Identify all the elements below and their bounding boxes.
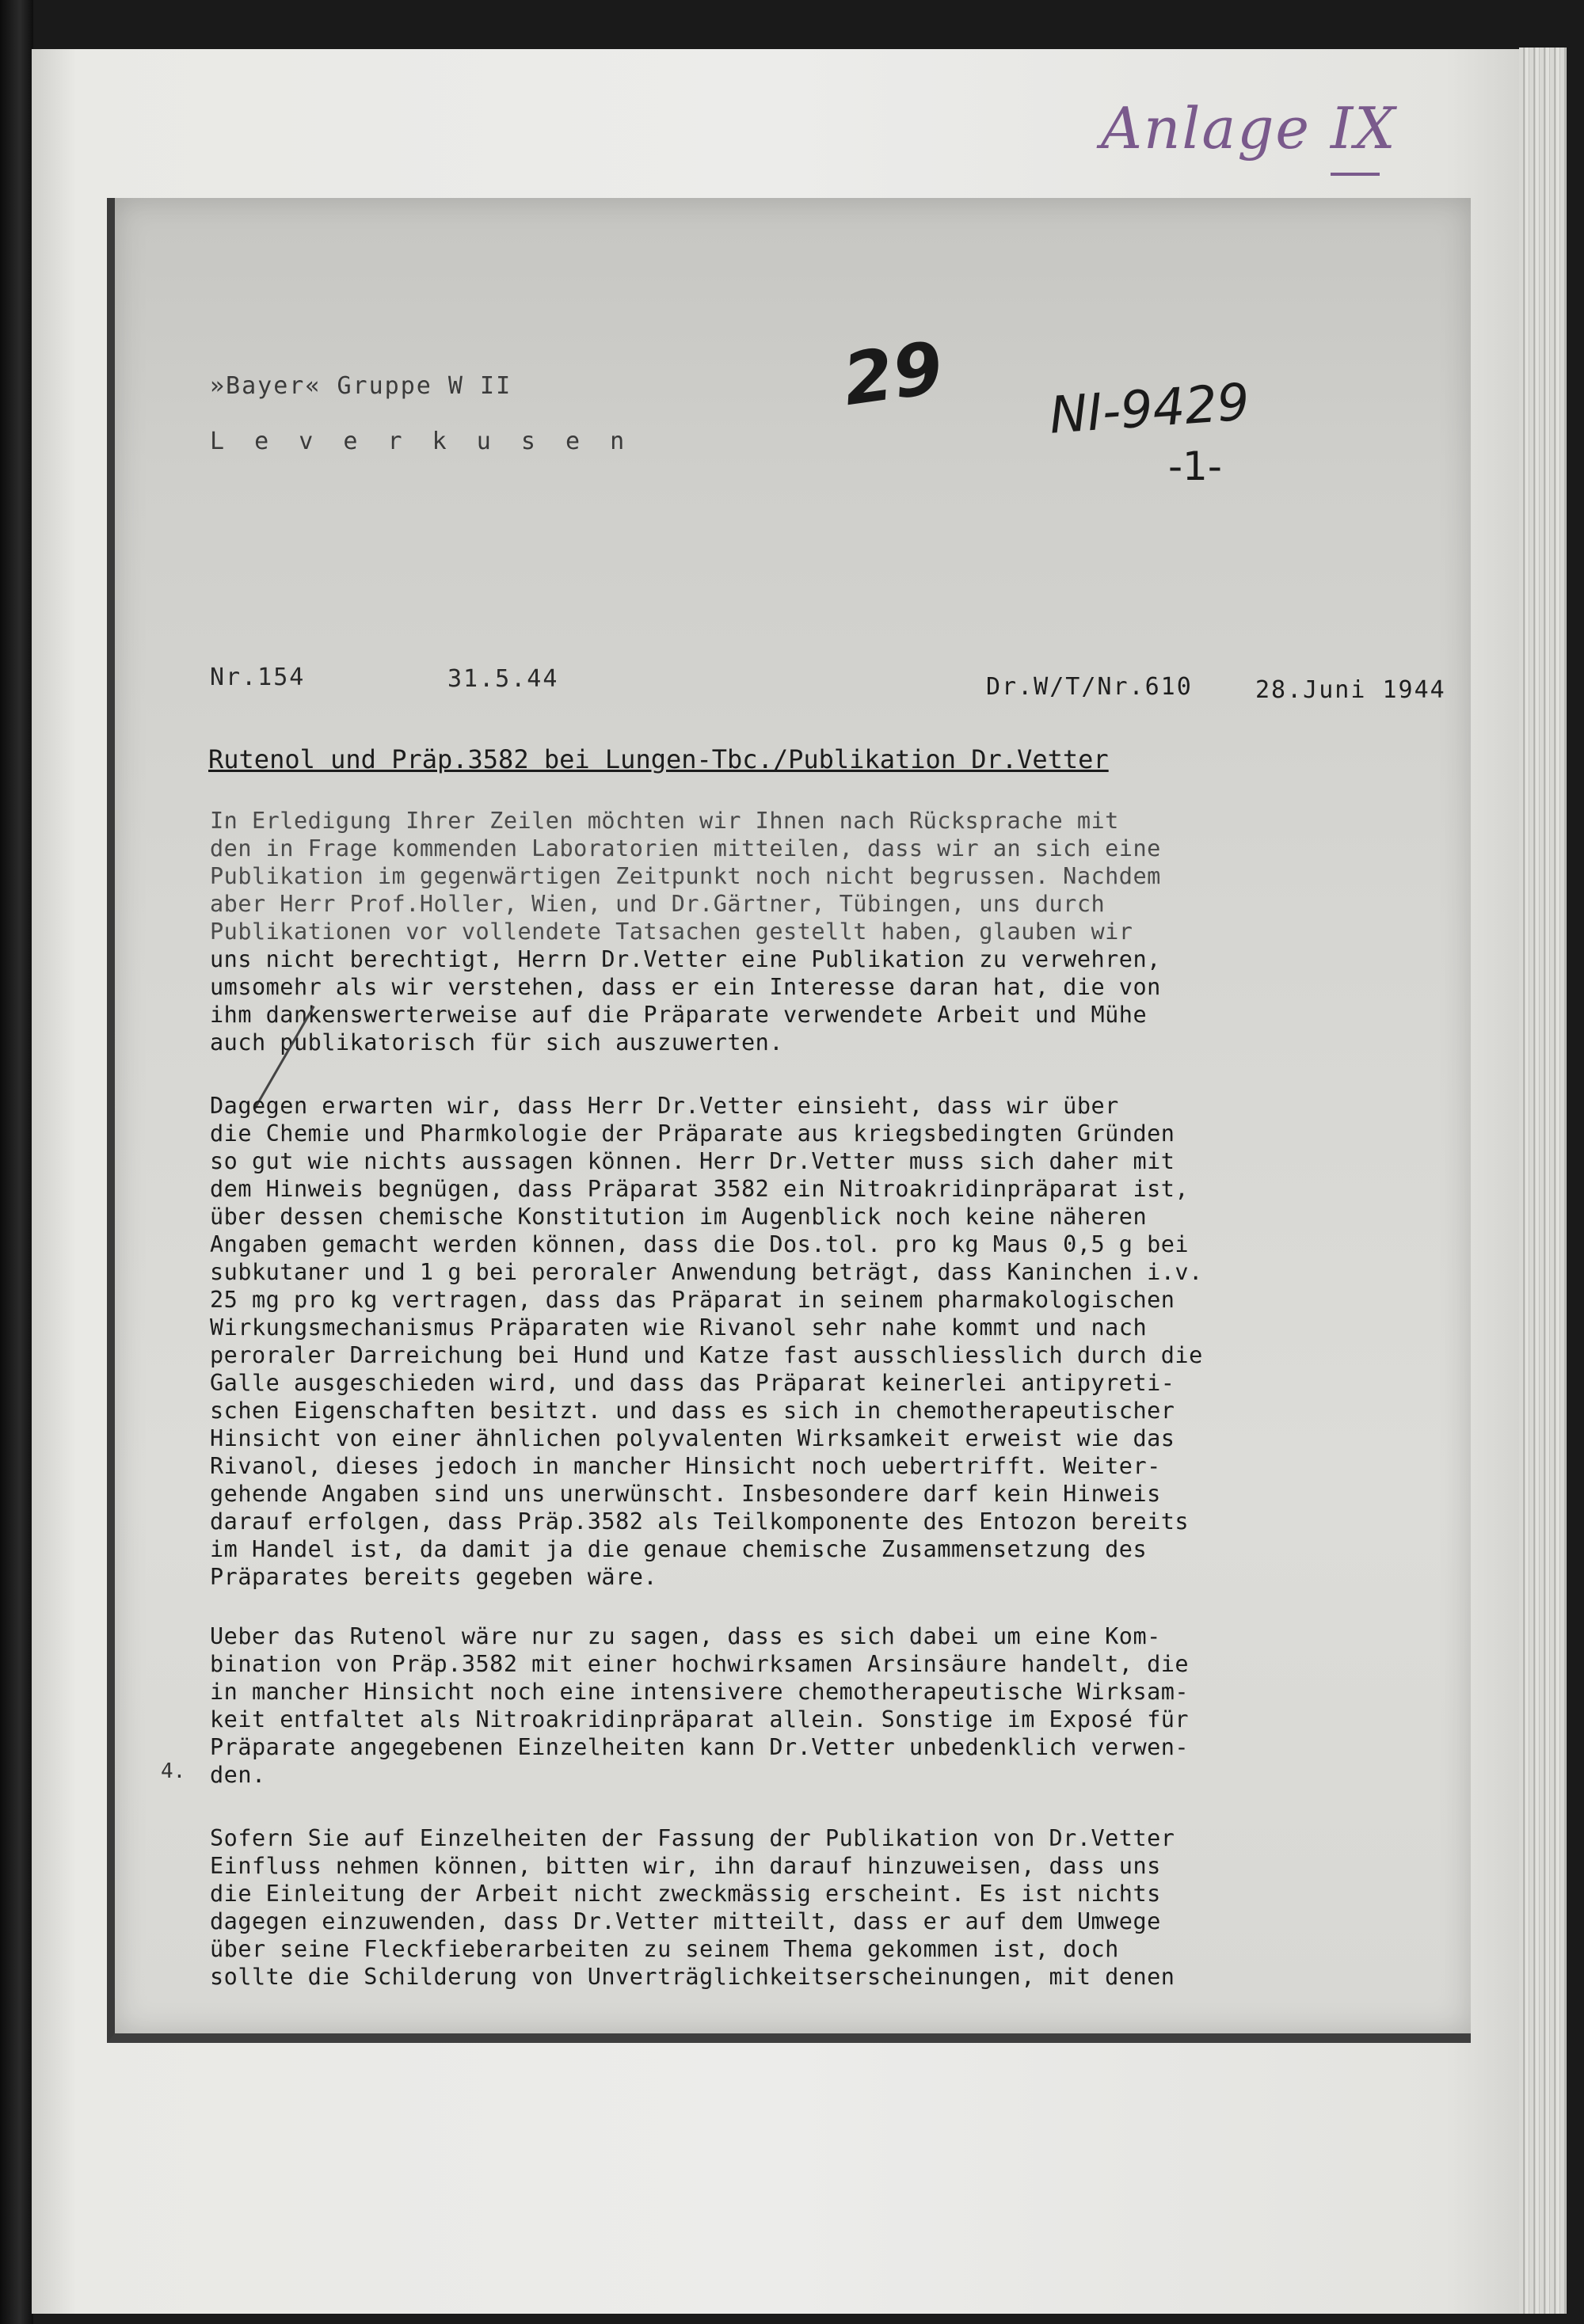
annex-underline [1331, 173, 1380, 176]
p3-line-6: den. [210, 1762, 266, 1788]
p1-line-7: umsomehr als wir verstehen, dass er ein Interesse daran hat, die von [210, 974, 1161, 1000]
annex-label: Anlage IX [1101, 95, 1397, 162]
p4-line-3: die Einleitung der Arbeit nicht zweckmässig erscheint. Es ist nichts [210, 1881, 1161, 1907]
sender-city: L e v e r k u s e n [210, 428, 633, 455]
p4-line-4: dagegen einzuwenden, dass Dr.Vetter mitteilt, dass er auf dem Umwege [210, 1908, 1161, 1934]
their-reference-date: 31.5.44 [447, 665, 559, 693]
p2-line-1: Dagegen erwarten wir, dass Herr Dr.Vetter einsieht, dass wir über [210, 1093, 1119, 1119]
p2-line-18: Präparates bereits gegeben wäre. [210, 1564, 658, 1590]
letter-date: 28.Juni 1944 [1255, 676, 1446, 704]
p2-line-4: dem Hinweis begnügen, dass Präparat 3582 ein Nitroakridinpräparat ist, [210, 1176, 1190, 1202]
p1-line-2: den in Frage kommenden Laboratorien mitteilen, dass wir an sich eine [210, 835, 1161, 862]
p2-line-17: im Handel ist, da damit ja die genaue chemische Zusammensetzung des [210, 1536, 1148, 1562]
binder-edge [0, 0, 33, 2324]
p3-line-2: bination von Präp.3582 mit einer hochwirksamen Arsinsäure handelt, die [210, 1651, 1190, 1677]
p4-line-2: Einfluss nehmen können, bitten wir, ihn darauf hinzuweisen, dass uns [210, 1853, 1161, 1879]
p1-line-4: aber Herr Prof.Holler, Wien, und Dr.Gärtner, Tübingen, uns durch [210, 891, 1106, 917]
p4-line-6: sollte die Schilderung von Unverträglichkeitserscheinungen, mit denen [210, 1964, 1175, 1990]
p2-line-2: die Chemie und Pharmkologie der Präparate aus kriegsbedingten Gründen [210, 1120, 1175, 1147]
handwritten-number: 29 [838, 325, 948, 423]
p2-line-8: 25 mg pro kg vertragen, dass das Präparat in seinem pharmakologischen [210, 1287, 1175, 1313]
p2-line-11: Galle ausgeschieden wird, und dass das Präparat keinerlei antipyreti- [210, 1370, 1175, 1396]
p1-line-5: Publikationen vor vollendete Tatsachen gestellt haben, glauben wir [210, 919, 1133, 945]
sender-name: »Bayer« Gruppe W II [210, 372, 512, 400]
p2-line-10: peroraler Darreichung bei Hund und Katze fast ausschliesslich durch die [210, 1342, 1203, 1368]
p2-line-6: Angaben gemacht werden können, dass die Dos.tol. pro kg Maus 0,5 g bei [210, 1231, 1190, 1257]
document-photo [107, 198, 1471, 2043]
p1-line-9: auch publikatorisch für sich auszuwerten. [210, 1029, 783, 1055]
p1-line-6: uns nicht berechtigt, Herrn Dr.Vetter eine Publikation zu verwehren, [210, 946, 1161, 972]
p4-line-5: über seine Fleckfieberarbeiten zu seinem Thema gekommen ist, doch [210, 1936, 1119, 1962]
p3-line-5: Präparate angegebenen Einzelheiten kann Dr.Vetter unbedenklich verwen- [210, 1734, 1190, 1760]
our-reference: Dr.W/T/Nr.610 [986, 673, 1193, 701]
p2-line-13: Hinsicht von einer ähnlichen polyvalenten Wirksamkeit erweist wie das [210, 1425, 1175, 1451]
p3-line-1: Ueber das Rutenol wäre nur zu sagen, dass es sich dabei um eine Kom- [210, 1623, 1161, 1649]
p2-line-16: darauf erfolgen, dass Präp.3582 als Teilkomponente des Entozon bereits [210, 1508, 1190, 1535]
p3-line-4: keit entfaltet als Nitroakridinpräparat allein. Sonstige im Exposé für [210, 1706, 1190, 1733]
p4-line-1: Sofern Sie auf Einzelheiten der Fassung der Publikation von Dr.Vetter [210, 1825, 1175, 1851]
p2-line-5: über dessen chemische Konstitution im Augenblick noch keine näheren [210, 1204, 1148, 1230]
p2-line-15: gehende Angaben sind uns unerwünscht. Insbesondere darf kein Hinweis [210, 1481, 1161, 1507]
file-page-number: -1- [1168, 443, 1222, 489]
p2-line-14: Rivanol, dieses jedoch in mancher Hinsicht noch uebertrifft. Weiter- [210, 1453, 1161, 1479]
p1-line-1: In Erledigung Ihrer Zeilen möchten wir Ihnen nach Rücksprache mit [210, 808, 1119, 834]
subject-line: Rutenol und Präp.3582 bei Lungen-Tbc./Publikation Dr.Vetter [208, 744, 1109, 774]
p1-line-8: ihm dankenswerterweise auf die Präparate verwendete Arbeit und Mühe [210, 1002, 1148, 1028]
p2-line-9: Wirkungsmechanismus Präparaten wie Rivanol sehr nahe kommt und nach [210, 1314, 1148, 1341]
p3-line-3: in mancher Hinsicht noch eine intensivere chemotherapeutische Wirksam- [210, 1679, 1190, 1705]
p2-line-3: so gut wie nichts aussagen können. Herr Dr.Vetter muss sich daher mit [210, 1148, 1175, 1174]
file-reference: NI-9429 [1047, 373, 1251, 446]
p2-line-7: subkutaner und 1 g bei peroraler Anwendung beträgt, dass Kaninchen i.v. [210, 1259, 1203, 1285]
p2-line-12: schen Eigenschaften besitzt. und dass es sich in chemotherapeutischer [210, 1398, 1175, 1424]
margin-number: 4. [161, 1759, 186, 1783]
their-reference-number: Nr.154 [210, 664, 306, 691]
page-stack-edges [1519, 48, 1567, 2314]
p1-line-3: Publikation im gegenwärtigen Zeitpunkt noch nicht begrussen. Nachdem [210, 863, 1161, 889]
